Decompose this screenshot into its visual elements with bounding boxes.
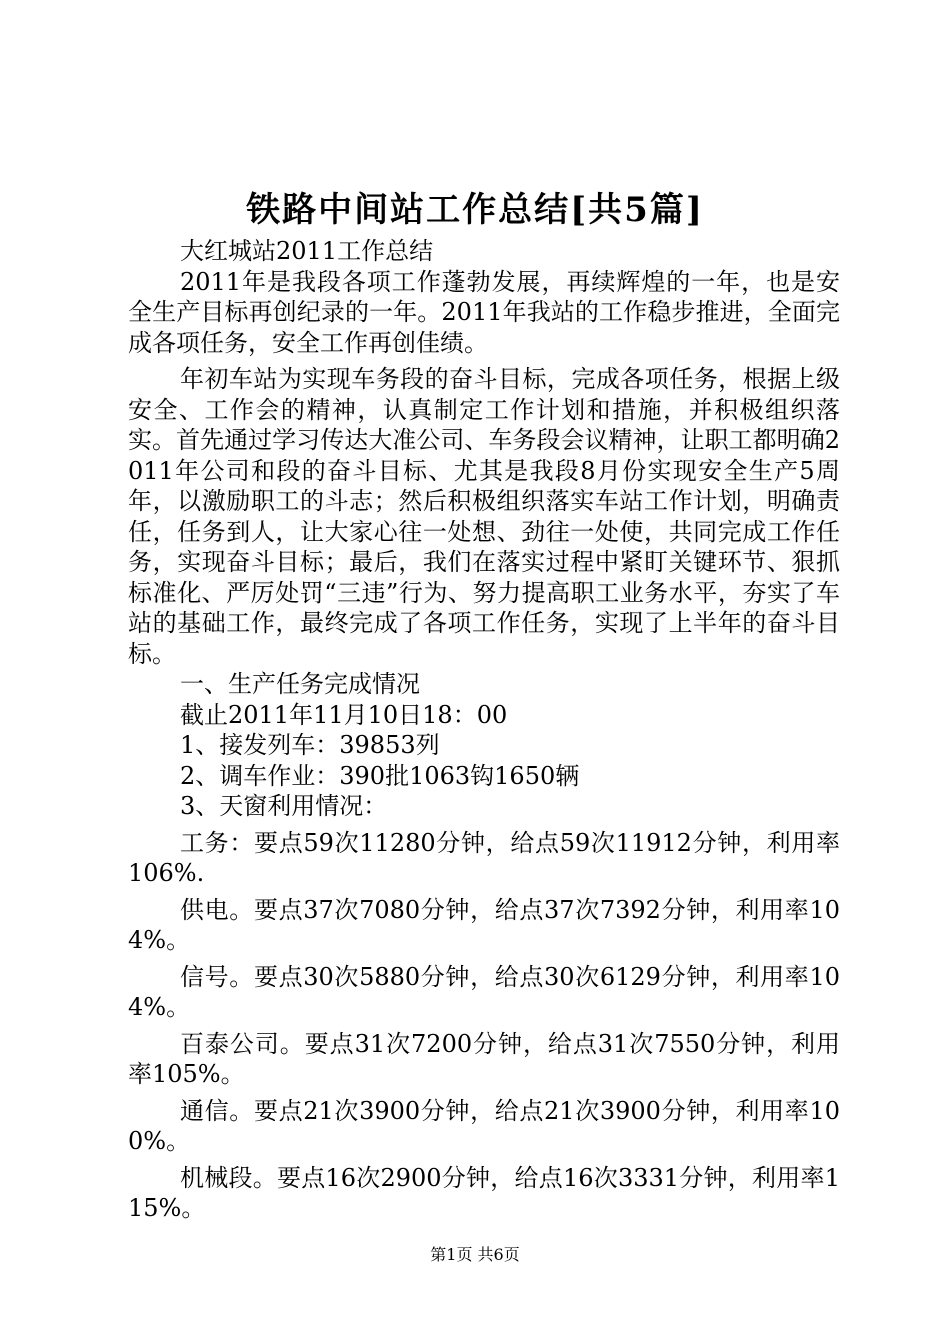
page-number-footer: 第1页 共6页: [430, 1245, 520, 1264]
paragraph-communication: 通信。要点21次3900分钟，给点21次3900分钟，利用率100%。: [128, 1096, 840, 1155]
document-body: [128, 236, 840, 1224]
paragraph-track-dept: 工务：要点59次11280分钟，给点59次11912分钟，利用率106%.: [128, 828, 840, 887]
paragraph-station-heading: 大红城站2011工作总结: [180, 237, 434, 265]
list-item-skylight: 3、天窗利用情况：: [180, 792, 388, 820]
list-item-shunting: 2、调车作业：390批1063钩1650辆: [180, 761, 580, 790]
list-item-trains: 1、接发列车：39853列: [180, 731, 440, 759]
paragraph-signal: 信号。要点30次5880分钟，给点30次6129分钟，利用率104%。: [128, 962, 840, 1021]
paragraph-baitai-company: 百泰公司。要点31次7200分钟，给点31次7550分钟，利用率105%。: [128, 1029, 840, 1088]
document-title: 铁路中间站工作总结[共5篇]: [246, 190, 704, 230]
section-heading-production: 一、生产任务完成情况: [180, 670, 420, 698]
paragraph-intro: 2011年是我段各项工作蓬勃发展，再续辉煌的一年，也是安全生产目标再创纪录的一年。2011年我站的工作稳步推进，全面完成各项任务，安全工作再创佳绩。: [128, 267, 840, 357]
paragraph-cutoff-date: 截止2011年11月10日18：00: [180, 700, 508, 729]
paragraph-machinery-dept: 机械段。要点16次2900分钟，给点16次3331分钟，利用率115%。: [128, 1163, 840, 1222]
paragraph-goals: 年初车站为实现车务段的奋斗目标，完成各项任务，根据上级安全、工作会的精神，认真制定工作计划和措施，并积极组织落实。首先通过学习传达大准公司、车务段会议精神，让职工都明确2011年公司和段的奋斗目标、尤其是我段8月份实现安全生产5周年，以激励职工的斗志；然后积极组织落实车站工作计划，明确责任，任务到人，让大家心往一处想、劲往一处使，共同完成工作任务，实现奋斗目标；最后，我们在落实过程中紧盯关键环节、狠抓标准化、严厉处罚“三违”行为、努力提高职工业务水平，夯实了车站的基础工作，最终完成了各项工作任务，实现了上半年的奋斗目标。: [128, 365, 840, 668]
paragraph-power-supply: 供电。要点37次7080分钟，给点37次7392分钟，利用率104%。: [128, 895, 840, 954]
